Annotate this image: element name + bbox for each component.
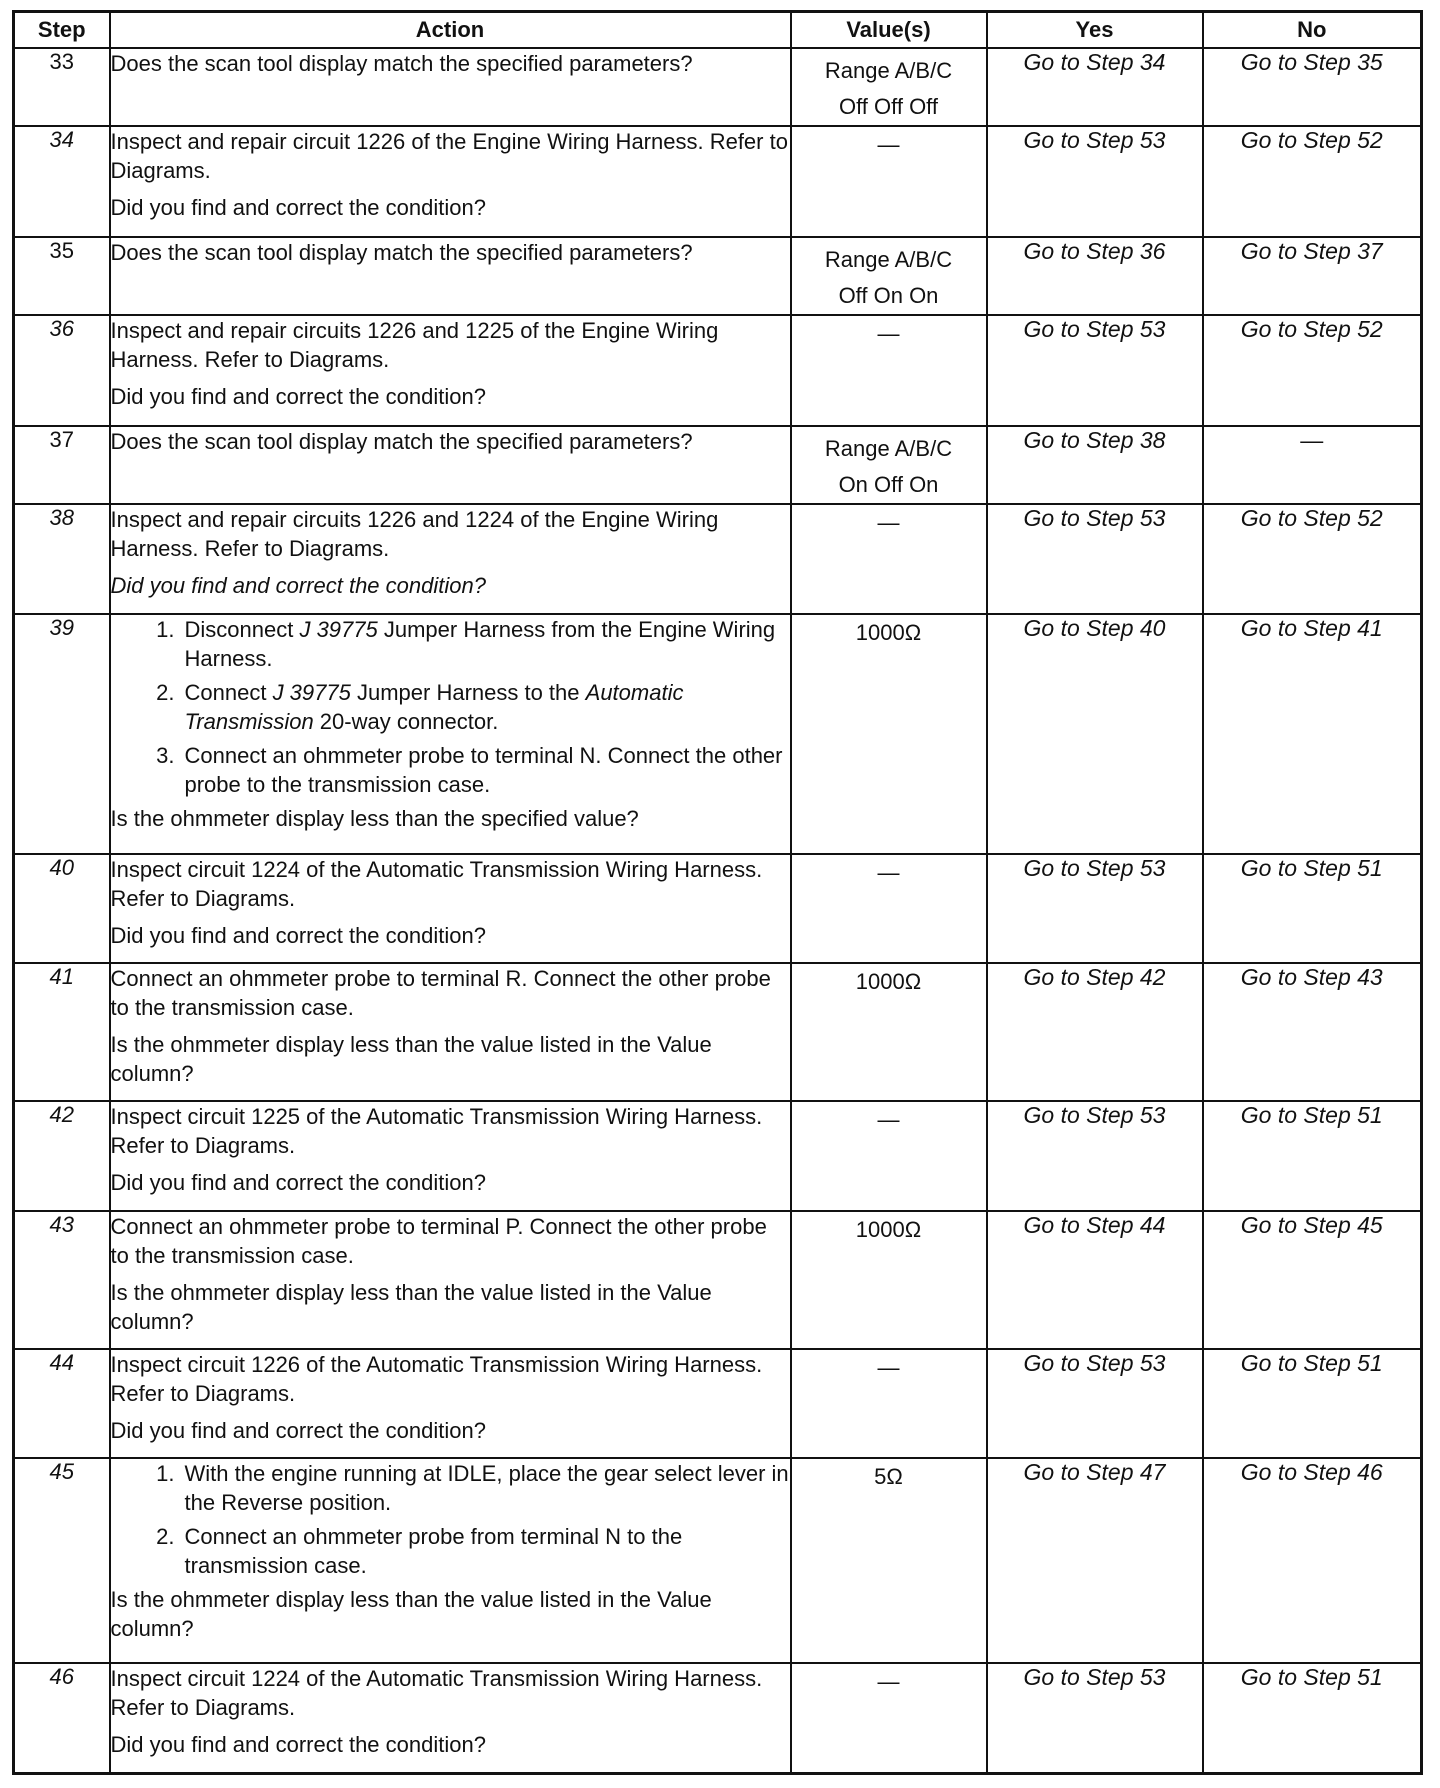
table-row bbox=[14, 426, 1422, 504]
action-cell bbox=[110, 1349, 791, 1458]
value-cell bbox=[791, 854, 987, 963]
action-question: Is the ohmmeter display less than the value listed in the Value column? bbox=[110, 1587, 712, 1641]
yes-action: Go to Step 53 bbox=[987, 1349, 1203, 1458]
action-cell bbox=[110, 48, 791, 126]
yes-action: Go to Step 36 bbox=[987, 237, 1203, 315]
action-question: Is the ohmmeter display less than the specified value? bbox=[110, 806, 639, 831]
substep-number: 3. bbox=[156, 743, 175, 768]
action-question: Did you find and correct the condition? bbox=[110, 195, 486, 220]
step-number: 43 bbox=[14, 1211, 110, 1349]
action-instruction: Connect an ohmmeter probe to terminal R. Connect the other probe to the transmission case. bbox=[110, 966, 771, 1020]
yes-action: Go to Step 38 bbox=[987, 426, 1203, 504]
header-yes: Yes bbox=[987, 12, 1203, 49]
table-row bbox=[14, 48, 1422, 126]
action-cell bbox=[110, 1101, 791, 1211]
diagnostic-procedure-document bbox=[12, 10, 1423, 1775]
action-instruction: Inspect and repair circuits 1226 and 1225 of the Engine Wiring Harness. Refer to Diagrams. bbox=[110, 318, 719, 372]
value-line: Off Off Off bbox=[838, 94, 939, 119]
substep-number: 1. bbox=[156, 617, 175, 642]
text-segment: Connect bbox=[184, 680, 273, 705]
no-action: Go to Step 35 bbox=[1203, 48, 1422, 126]
substep-item bbox=[111, 678, 790, 736]
step-number: 44 bbox=[14, 1349, 110, 1458]
step-number: 39 bbox=[14, 614, 110, 854]
numbered-substeps bbox=[111, 1459, 790, 1580]
yes-action: Go to Step 40 bbox=[987, 614, 1203, 854]
step-number: 46 bbox=[14, 1663, 110, 1773]
action-question: Did you find and correct the condition? bbox=[110, 923, 486, 948]
value-cell bbox=[791, 237, 987, 315]
table-row bbox=[14, 237, 1422, 315]
step-number: 34 bbox=[14, 126, 110, 237]
table-header-row bbox=[14, 12, 1422, 49]
action-instruction: Inspect circuit 1224 of the Automatic Transmission Wiring Harness. Refer to Diagrams. bbox=[110, 1666, 763, 1720]
action-question: Did you find and correct the condition? bbox=[110, 573, 486, 598]
value-line: Off On On bbox=[838, 283, 939, 308]
substep-item bbox=[111, 741, 790, 799]
no-action: Go to Step 51 bbox=[1203, 1663, 1422, 1773]
action-question: Did you find and correct the condition? bbox=[110, 1732, 486, 1757]
text-segment: Connect an ohmmeter probe from terminal N to the transmission case. bbox=[184, 1524, 683, 1578]
substep-text bbox=[185, 615, 790, 673]
step-number: 35 bbox=[14, 237, 110, 315]
action-cell bbox=[110, 1458, 791, 1663]
action-instruction: Connect an ohmmeter probe to terminal P. Connect the other probe to the transmission case. bbox=[110, 1214, 767, 1268]
value-line: 1000Ω bbox=[855, 620, 922, 645]
no-action: Go to Step 41 bbox=[1203, 614, 1422, 854]
substep-number: 2. bbox=[156, 1524, 175, 1549]
action-cell bbox=[110, 504, 791, 614]
text-segment: Disconnect bbox=[184, 617, 300, 642]
table-row bbox=[14, 315, 1422, 426]
step-number: 42 bbox=[14, 1101, 110, 1211]
action-cell bbox=[110, 426, 791, 504]
action-instruction: Inspect circuit 1225 of the Automatic Transmission Wiring Harness. Refer to Diagrams. bbox=[110, 1104, 763, 1158]
value-cell bbox=[791, 1349, 987, 1458]
no-action: — bbox=[1203, 426, 1422, 504]
substep-text bbox=[185, 1522, 790, 1580]
no-action: Go to Step 52 bbox=[1203, 315, 1422, 426]
yes-action: Go to Step 53 bbox=[987, 126, 1203, 237]
value-line: Range A/B/C bbox=[824, 247, 953, 272]
step-number: 40 bbox=[14, 854, 110, 963]
value-line: — bbox=[877, 1107, 900, 1132]
no-action: Go to Step 51 bbox=[1203, 1349, 1422, 1458]
action-instruction: Inspect circuit 1224 of the Automatic Transmission Wiring Harness. Refer to Diagrams. bbox=[110, 857, 763, 911]
header-action: Action bbox=[110, 12, 791, 49]
header-step: Step bbox=[14, 12, 110, 49]
substep-number: 2. bbox=[156, 680, 175, 705]
yes-action: Go to Step 44 bbox=[987, 1211, 1203, 1349]
value-cell bbox=[791, 126, 987, 237]
action-cell bbox=[110, 315, 791, 426]
action-question: Does the scan tool display match the specified parameters? bbox=[110, 51, 693, 76]
action-cell bbox=[110, 854, 791, 963]
numbered-substeps bbox=[111, 615, 790, 799]
yes-action: Go to Step 53 bbox=[987, 854, 1203, 963]
value-cell bbox=[791, 1211, 987, 1349]
text-segment: 20-way connector. bbox=[313, 709, 499, 734]
value-line: Range A/B/C bbox=[824, 436, 953, 461]
value-line: On Off On bbox=[838, 472, 939, 497]
value-line: Range A/B/C bbox=[824, 58, 953, 83]
substep-item bbox=[111, 615, 790, 673]
table-row bbox=[14, 1211, 1422, 1349]
substep-text bbox=[185, 741, 790, 799]
action-question: Does the scan tool display match the specified parameters? bbox=[110, 429, 693, 454]
value-cell bbox=[791, 48, 987, 126]
value-line: — bbox=[877, 321, 900, 346]
value-line: 1000Ω bbox=[855, 969, 922, 994]
action-cell bbox=[110, 237, 791, 315]
table-row bbox=[14, 1458, 1422, 1663]
value-cell bbox=[791, 614, 987, 854]
table-body bbox=[14, 48, 1422, 1773]
yes-action: Go to Step 53 bbox=[987, 315, 1203, 426]
value-cell bbox=[791, 1458, 987, 1663]
yes-action: Go to Step 53 bbox=[987, 1663, 1203, 1773]
substep-item bbox=[111, 1522, 790, 1580]
value-line: — bbox=[877, 510, 900, 535]
text-segment: J 39775 bbox=[272, 680, 351, 705]
action-cell bbox=[110, 1211, 791, 1349]
action-question: Is the ohmmeter display less than the value listed in the Value column? bbox=[110, 1032, 712, 1086]
action-instruction: Inspect and repair circuit 1226 of the Engine Wiring Harness. Refer to Diagrams. bbox=[110, 129, 788, 183]
no-action: Go to Step 52 bbox=[1203, 126, 1422, 237]
text-segment: Jumper Harness to the bbox=[350, 680, 586, 705]
text-segment: Automatic Transmission bbox=[184, 680, 684, 734]
action-instruction: Inspect and repair circuits 1226 and 1224 of the Engine Wiring Harness. Refer to Diagrams. bbox=[110, 507, 719, 561]
table-row bbox=[14, 1101, 1422, 1211]
step-number: 41 bbox=[14, 963, 110, 1101]
action-instruction: Inspect circuit 1226 of the Automatic Transmission Wiring Harness. Refer to Diagrams. bbox=[110, 1352, 763, 1406]
substep-number: 1. bbox=[156, 1461, 175, 1486]
value-line: — bbox=[877, 1355, 900, 1380]
text-segment: Jumper Harness from the Engine Wiring Harness. bbox=[184, 617, 776, 671]
no-action: Go to Step 37 bbox=[1203, 237, 1422, 315]
no-action: Go to Step 51 bbox=[1203, 854, 1422, 963]
value-cell bbox=[791, 1663, 987, 1773]
table-row bbox=[14, 504, 1422, 614]
action-question: Did you find and correct the condition? bbox=[110, 1418, 486, 1443]
action-question: Did you find and correct the condition? bbox=[110, 384, 486, 409]
value-line: — bbox=[877, 860, 900, 885]
action-cell bbox=[110, 1663, 791, 1773]
action-cell bbox=[110, 614, 791, 854]
value-line: 5Ω bbox=[874, 1464, 903, 1489]
step-number: 33 bbox=[14, 48, 110, 126]
action-cell bbox=[110, 126, 791, 237]
diagnostic-steps-table bbox=[12, 10, 1423, 1775]
yes-action: Go to Step 34 bbox=[987, 48, 1203, 126]
substep-text bbox=[185, 678, 790, 736]
step-number: 45 bbox=[14, 1458, 110, 1663]
value-line: — bbox=[877, 1669, 900, 1694]
yes-action: Go to Step 53 bbox=[987, 504, 1203, 614]
action-cell bbox=[110, 963, 791, 1101]
substep-text bbox=[185, 1459, 790, 1517]
yes-action: Go to Step 47 bbox=[987, 1458, 1203, 1663]
value-line: — bbox=[877, 132, 900, 157]
table-row bbox=[14, 614, 1422, 854]
no-action: Go to Step 43 bbox=[1203, 963, 1422, 1101]
value-cell bbox=[791, 504, 987, 614]
header-no: No bbox=[1203, 12, 1422, 49]
table-row bbox=[14, 1349, 1422, 1458]
table-row bbox=[14, 1663, 1422, 1773]
action-question: Is the ohmmeter display less than the value listed in the Value column? bbox=[110, 1280, 712, 1334]
table-row bbox=[14, 126, 1422, 237]
text-segment: With the engine running at IDLE, place the gear select lever in the Reverse position. bbox=[184, 1461, 789, 1515]
no-action: Go to Step 51 bbox=[1203, 1101, 1422, 1211]
text-segment: Connect an ohmmeter probe to terminal N. Connect the other probe to the transmission case. bbox=[184, 743, 783, 797]
step-number: 36 bbox=[14, 315, 110, 426]
table-row bbox=[14, 963, 1422, 1101]
no-action: Go to Step 46 bbox=[1203, 1458, 1422, 1663]
no-action: Go to Step 52 bbox=[1203, 504, 1422, 614]
value-cell bbox=[791, 1101, 987, 1211]
action-question: Did you find and correct the condition? bbox=[110, 1170, 486, 1195]
yes-action: Go to Step 53 bbox=[987, 1101, 1203, 1211]
no-action: Go to Step 45 bbox=[1203, 1211, 1422, 1349]
value-cell bbox=[791, 426, 987, 504]
value-cell bbox=[791, 963, 987, 1101]
header-values: Value(s) bbox=[791, 12, 987, 49]
table-row bbox=[14, 854, 1422, 963]
value-line: 1000Ω bbox=[855, 1217, 922, 1242]
value-cell bbox=[791, 315, 987, 426]
step-number: 37 bbox=[14, 426, 110, 504]
text-segment: J 39775 bbox=[299, 617, 378, 642]
action-question: Does the scan tool display match the specified parameters? bbox=[110, 240, 693, 265]
step-number: 38 bbox=[14, 504, 110, 614]
yes-action: Go to Step 42 bbox=[987, 963, 1203, 1101]
substep-item bbox=[111, 1459, 790, 1517]
